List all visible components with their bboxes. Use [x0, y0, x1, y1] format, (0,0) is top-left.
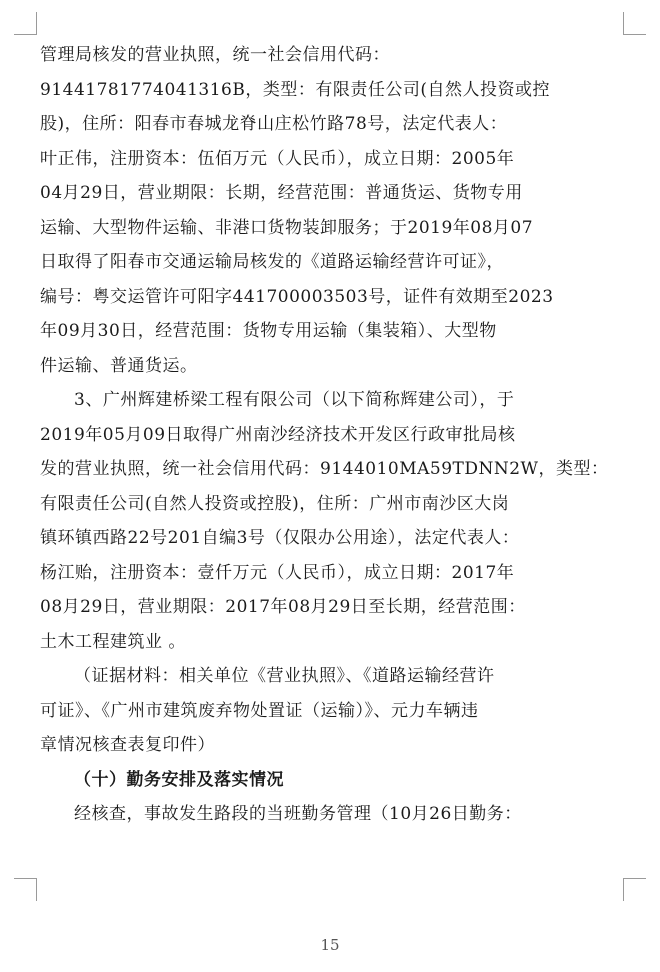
text-line: 发的营业执照，统一社会信用代码：9144010MA59TDNN2W，类型：	[40, 459, 609, 479]
text-line: 08月29日，营业期限：2017年08月29日至长期，经营范围：	[40, 597, 526, 617]
document-body	[40, 38, 620, 832]
text-line: 04月29日，营业期限：长期，经营范围：普通货运、货物专用	[40, 183, 523, 203]
text-line: 叶正伟，注册资本：伍佰万元（人民币），成立日期：2005年	[40, 148, 515, 169]
text-line: 2019年05月09日取得广州南沙经济技术开发区行政审批局核	[40, 424, 516, 445]
text-line: 日取得了阳春市交通运输局核发的《道路运输经营许可证》，	[40, 252, 504, 272]
crop-mark-bottom-left	[14, 878, 37, 901]
text-line: 年09月30日，经营范围：货物专用运输（集装箱）、大型物	[40, 321, 497, 341]
paragraph-start-line: 经核查，事故发生路段的当班勤务管理（10月26日勤务：	[74, 804, 522, 824]
text-line: 91441781774041316B，类型：有限责任公司(自然人投资或控	[40, 79, 550, 100]
text-line: 杨江贻，注册资本：壹仟万元（人民币），成立日期：2017年	[40, 562, 515, 583]
paragraph-start-line: 3、广州辉建桥梁工程有限公司（以下简称辉建公司），于	[74, 390, 515, 410]
text-line: 镇环镇西路22号201自编3号（仅限办公用途），法定代表人：	[40, 528, 520, 548]
text-line: 编号：粤交运管许可阳字441700003503号，证件有效期至2023	[40, 286, 554, 307]
text-line: 运输、大型物件运输、非港口货物装卸服务；于2019年08月07	[40, 217, 534, 238]
text-line: 管理局核发的营业执照，统一社会信用代码：	[40, 45, 390, 65]
evidence-note-start-line: （证据材料：相关单位《营业执照》、《道路运输经营许	[74, 666, 495, 686]
text-line: 土木工程建筑业 。	[40, 631, 186, 652]
text-line: 可证》、《广州市建筑废弃物处置证（运输）》、元力车辆违	[40, 700, 479, 721]
section-heading: （十）勤务安排及落实情况	[74, 769, 284, 790]
page-number: 15	[320, 936, 340, 954]
text-line: 件运输、普通货运。	[40, 355, 198, 376]
crop-mark-bottom-right	[623, 878, 646, 901]
text-line: 股)，住所：阳春市春城龙脊山庄松竹路78号，法定代表人：	[40, 114, 508, 134]
crop-mark-top-right	[623, 12, 646, 35]
text-line: 章情况核查表复印件）	[40, 735, 215, 755]
crop-mark-top-left	[14, 12, 37, 35]
text-line: 有限责任公司(自然人投资或控股)，住所：广州市南沙区大岗	[40, 493, 510, 514]
